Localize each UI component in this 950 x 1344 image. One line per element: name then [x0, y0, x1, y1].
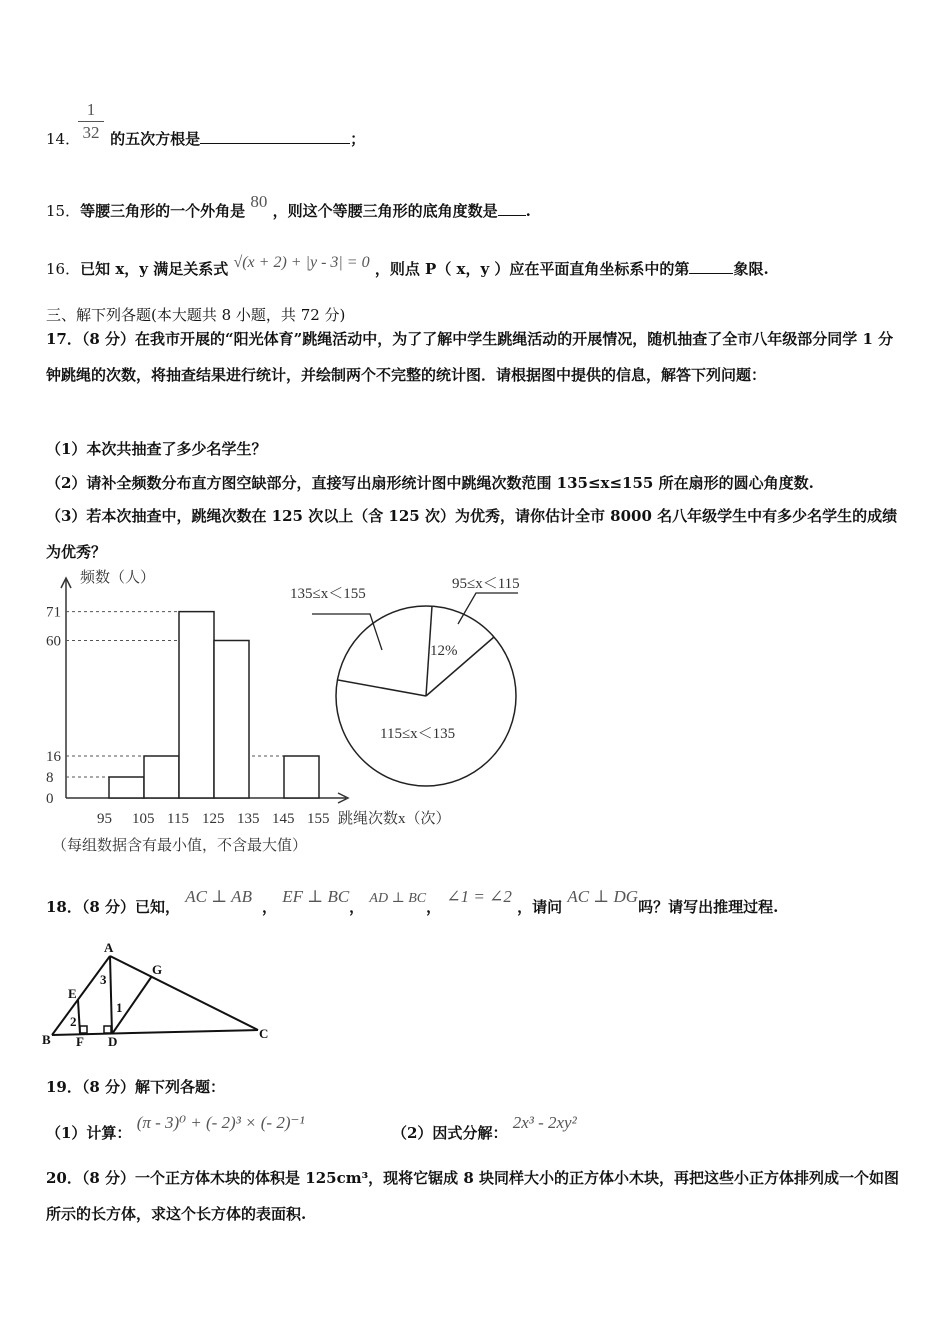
q15-answer-blank [498, 215, 526, 216]
right-angle-D [104, 1026, 111, 1033]
x-tick-label: 105 [132, 811, 155, 827]
point-G: G [152, 962, 163, 977]
y-tick-label: 0 [46, 791, 54, 807]
x-tick-label: 95 [97, 811, 112, 827]
q19-part2 [392, 1113, 577, 1143]
pie-label-135-155: 135≤x＜155 [290, 586, 366, 602]
q15-text2: ，则这个等腰三角形的底角度数是 [272, 202, 498, 220]
x-tick-label: 135 [237, 811, 260, 827]
question-20: 20．（8 分）一个正方体木块的体积是 125cm³，现将它锯成 8 块同样大小的正方体小木块，再把这些小正方体排列成一个如图所示的长方体，求这个长方体的表面积. [46, 1169, 900, 1223]
question-18: 18．（8 分）已知， AC ⊥ AB， EF ⊥ BC， AD ⊥ BC， ∠1 = ∠2 ，请问 AC ⊥ DG吗？请写出推理过程. [46, 887, 779, 916]
pie-leader-95-115 [458, 593, 518, 624]
y-tick-label: 60 [46, 633, 61, 650]
chart-note: （每组数据含有最小值，不含最大值） [52, 838, 308, 854]
pie-label-95-115: 95≤x＜115 [452, 576, 520, 592]
x-tick-label: 145 [272, 811, 295, 827]
q17-part1: （1）本次共抽查了多少名学生？ [46, 440, 267, 458]
pie-leader-135-155 [312, 614, 382, 650]
q18-cond1: AC ⊥ AB [185, 887, 252, 906]
q19-part1 [46, 1113, 305, 1143]
x-tick-label: 115 [167, 811, 189, 827]
q18-cond3: AD ⊥ BC [369, 891, 427, 906]
q14-fraction-numerator: 1 [86, 100, 96, 119]
segment-AB [52, 956, 110, 1035]
q14-number: 14． [46, 130, 81, 148]
angle-2: 2 [70, 1014, 77, 1029]
q14-end: ； [350, 130, 366, 148]
q16-formula: √(x + 2) + |y - 3| = 0 [233, 254, 370, 271]
q16-text2: ，则点 P（ x，y ）应在平面直角坐标系中的第 [374, 260, 690, 278]
histogram-bar-115-125 [179, 612, 214, 798]
q17-part2: （2）请补全频数分布直方图空缺部分，直接写出扇形统计图中跳绳次数范围 135≤x≤155 所在扇形的圆心角度数. [46, 474, 814, 492]
q15-text1: 等腰三角形的一个外角是 [80, 202, 246, 220]
histogram-bar-125-135 [214, 641, 249, 799]
q14-fraction-denominator: 32 [82, 123, 100, 142]
right-angle-F [80, 1026, 87, 1033]
point-E: E [68, 986, 77, 1001]
x-axis-label: 跳绳次数x（次） [338, 811, 451, 827]
segment-AD [110, 956, 112, 1034]
q14-answer-blank [200, 143, 350, 144]
q18-number: 18．（8 分）已知， [46, 898, 181, 916]
segment-AC [110, 956, 258, 1030]
q18-text: ，请问 [517, 898, 563, 916]
question-15 [46, 192, 531, 221]
point-B: B [42, 1032, 51, 1047]
angle-3: 3 [100, 972, 107, 987]
q17-part3: （3）若本次抽查中，跳绳次数在 125 次以上（含 125 次）为优秀，请你估计全市 8000 名八年级学生中有多少名学生的成绩为优秀？ [46, 507, 898, 561]
q17-intro: 17．（8 分）在我市开展的“阳光体育”跳绳活动中，为了了解中学生跳绳活动的开展情况，随机抽查了全市八年级部分同学 1 分钟跳绳的次数，将抽查结果进行统计，并绘制两个不完整的统计图．请根据图中提供的信息，解答下列问题： [46, 330, 894, 384]
y-tick-label: 16 [46, 749, 61, 765]
q14-text: 的五次方根是 [110, 130, 201, 148]
q18-cond5: AC ⊥ DG [567, 887, 639, 906]
q16-number: 16． [46, 260, 81, 278]
q15-angle-value: 80 [250, 192, 268, 211]
y-tick-label: 8 [46, 770, 54, 786]
y-tick-label: 71 [46, 604, 61, 621]
q18-cond4: ∠1 = ∠2 [446, 887, 512, 906]
point-D: D [108, 1034, 118, 1048]
section-3-heading: 三、解下列各题(本大题共 8 小题，共 72 分) [46, 306, 346, 324]
histogram-bar-105-115 [144, 756, 179, 798]
q15-number: 15． [46, 202, 81, 220]
q18-cond2: EF ⊥ BC [282, 887, 350, 906]
point-C: C [259, 1026, 269, 1041]
triangle-figure [40, 938, 280, 1048]
histogram-bar-95-105 [109, 777, 144, 798]
x-tick-label: 125 [202, 811, 225, 827]
q18-end: 吗？请写出推理过程. [638, 898, 779, 916]
pie-label-115-135: 115≤x＜135 [380, 726, 456, 742]
q16-answer-blank [689, 273, 733, 274]
pie-divider-3 [338, 680, 426, 696]
pie-chart [280, 566, 550, 836]
q19-part1-label: （1）计算： [46, 1124, 132, 1142]
y-axis-label: 频数（人） [80, 570, 156, 586]
q16-text1: 已知 x，y 满足关系式 [80, 260, 229, 278]
question-19: 19．（8 分）解下列各题： [46, 1078, 226, 1096]
angle-1: 1 [116, 1000, 123, 1015]
question-16 [46, 254, 769, 279]
q19-expression-2: 2x³ - 2xy² [512, 1113, 577, 1132]
x-tick-label: 155 [307, 811, 330, 827]
pie-percent-95-115: 12% [430, 643, 458, 659]
question-14 [46, 128, 365, 149]
point-F: F [76, 1034, 84, 1048]
q19-part2-label: （2）因式分解： [392, 1124, 508, 1142]
point-A: A [104, 940, 114, 955]
q15-end: . [525, 202, 531, 220]
q16-end: 象限. [733, 260, 769, 278]
q19-expression-1: (π - 3)⁰ + (- 2)³ × (- 2)⁻¹ [136, 1113, 305, 1132]
